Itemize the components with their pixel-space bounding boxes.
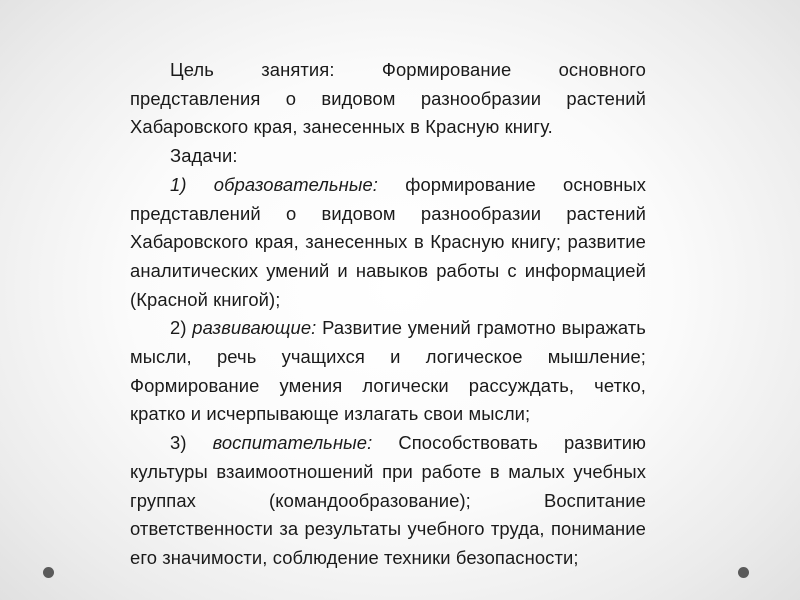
- task-type: развивающие:: [192, 317, 317, 339]
- goal-paragraph: [130, 56, 646, 142]
- task-educational: [130, 171, 646, 315]
- task-prefix: 1): [170, 173, 187, 195]
- task-text: Развитие умений грамотно выражать мысли, речь учащихся и логическое мышление; Формирование умения логически рассуждать, четко, кратко и исчерпывающе излагать свои мысли;: [130, 317, 646, 425]
- task-type: образовательные:: [213, 173, 378, 195]
- task-type: воспитательные:: [212, 432, 373, 454]
- goal-label: Цель занятия:: [170, 59, 335, 80]
- bullet-dot-icon: [43, 567, 54, 578]
- task-developing: [130, 314, 646, 429]
- slide-text-block: [130, 56, 646, 573]
- task-prefix: 3): [170, 432, 187, 454]
- tasks-title: Задачи:: [170, 145, 238, 167]
- task-text: Способствовать развитию культуры взаимоотношений при работе в малых учебных группах (командообразование); Воспитание ответственности за результаты учебного труда, понимание его значимости, соблюдение техники безопасности;: [130, 432, 646, 568]
- task-text: формирование основных представлений о видовом разнообразии растений Хабаровского края, занесенных в Красную книгу; развитие аналитических умений и навыков работы с информацией (Красной книгой);: [130, 173, 646, 310]
- bullet-dot-icon: [738, 567, 749, 578]
- task-upbringing: [130, 429, 646, 573]
- task-prefix: 2): [170, 317, 187, 339]
- goal-text: Формирование основного представления о видовом разнообразии растений Хабаровского края, занесенных в Красную книгу.: [130, 59, 646, 138]
